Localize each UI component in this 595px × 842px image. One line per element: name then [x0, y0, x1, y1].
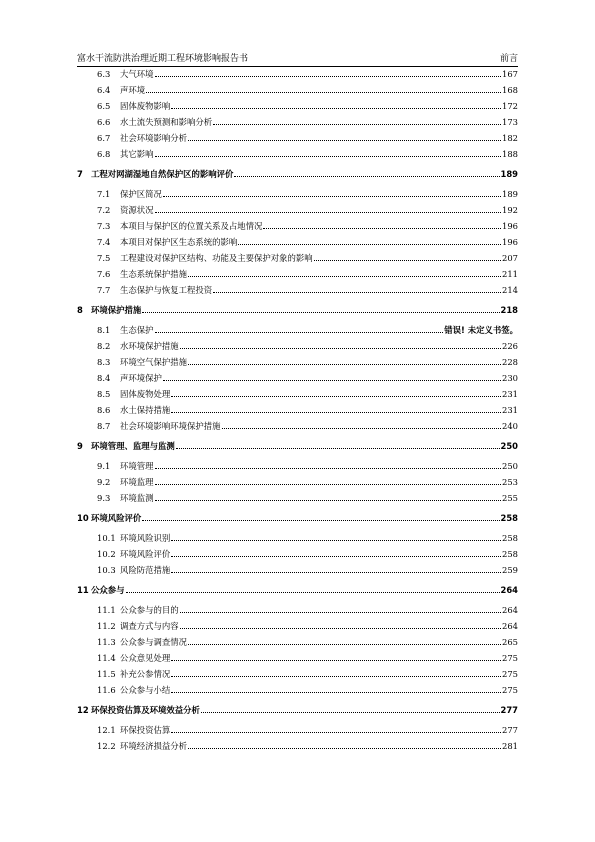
toc-chapter-entry[interactable] [77, 304, 518, 320]
toc-entry-page: 250 [502, 461, 518, 471]
toc-leader-dots [171, 659, 501, 661]
toc-entry-number: 7.3 [97, 221, 111, 231]
toc-entry-number: 6.3 [97, 69, 111, 79]
toc-leader-dots [171, 691, 501, 693]
toc-leader-dots [163, 379, 501, 381]
toc-entry-title: 环境空气保护措施 [120, 357, 187, 367]
toc-entry-number: 8.2 [97, 341, 111, 351]
toc-entry-number: 9.3 [97, 493, 111, 503]
toc-leader-dots [155, 499, 502, 501]
toc-entry-title: 水环境保护措施 [120, 341, 179, 351]
toc-leader-dots [142, 519, 499, 521]
toc-section-entry[interactable] [77, 724, 518, 740]
toc-entry-title: 环境风险评价 [91, 513, 142, 523]
toc-entry-page: 275 [502, 653, 518, 663]
toc-section-entry[interactable] [77, 188, 518, 204]
toc-entry-page: 258 [502, 549, 518, 559]
toc-entry-number: 11 [77, 585, 89, 595]
toc-entry-page: 189 [500, 169, 518, 179]
toc-entry-title: 环境管理、监理与监测 [91, 441, 175, 451]
toc-section-entry[interactable] [77, 420, 518, 436]
toc-leader-dots [171, 395, 501, 397]
toc-entry-number: 6.5 [97, 101, 111, 111]
toc-section-entry[interactable] [77, 268, 518, 284]
toc-section-entry[interactable] [77, 284, 518, 300]
toc-leader-dots [213, 123, 501, 125]
toc-entry-number: 8.3 [97, 357, 111, 367]
toc-entry-page: 167 [502, 69, 518, 79]
toc-section-entry[interactable] [77, 220, 518, 236]
page-header [77, 52, 518, 67]
toc-entry-number: 10.1 [97, 533, 116, 543]
toc-leader-dots [176, 447, 500, 449]
toc-entry-title: 生态保护 [120, 325, 154, 335]
toc-entry-page: 258 [502, 533, 518, 543]
toc-entry-number: 9.2 [97, 477, 111, 487]
toc-section-entry[interactable] [77, 252, 518, 268]
toc-leader-dots [171, 411, 501, 413]
toc-entry-page: 275 [502, 685, 518, 695]
toc-entry-number: 11.2 [97, 621, 116, 631]
toc-section-entry[interactable] [77, 564, 518, 580]
toc-chapter-entry[interactable] [77, 168, 518, 184]
toc-section-entry[interactable] [77, 740, 518, 756]
toc-entry-page: 253 [502, 477, 518, 487]
toc-entry-page: 196 [502, 221, 518, 231]
toc-entry-page: 211 [502, 269, 518, 279]
toc-entry-title: 环境监测 [120, 493, 154, 503]
toc-entry-page: 259 [502, 565, 518, 575]
toc-entry-number: 7 [77, 169, 83, 179]
toc-section-entry[interactable] [77, 236, 518, 252]
toc-section-entry[interactable] [77, 668, 518, 684]
toc-entry-number: 9 [77, 441, 83, 451]
toc-entry-number: 11.6 [97, 685, 116, 695]
toc-entry-title: 水土流失预测和影响分析 [120, 117, 213, 127]
toc-entry-title: 保护区简况 [120, 189, 162, 199]
toc-entry-number: 6.7 [97, 133, 111, 143]
toc-leader-dots [238, 243, 501, 245]
toc-chapter-entry[interactable] [77, 440, 518, 456]
toc-leader-dots [146, 91, 501, 93]
toc-entry-title: 环保投资估算 [120, 725, 171, 735]
toc-leader-dots [171, 107, 501, 109]
toc-section-entry[interactable] [77, 492, 518, 508]
toc-entry-title: 社会环境影响环境保护措施 [120, 421, 221, 431]
toc-entry-number: 11.3 [97, 637, 116, 647]
toc-entry-title: 水土保持措施 [120, 405, 171, 415]
toc-entry-page: 264 [502, 605, 518, 615]
toc-leader-dots [155, 155, 502, 157]
toc-entry-page: 231 [502, 389, 518, 399]
toc-entry-number: 7.6 [97, 269, 111, 279]
toc-section-entry[interactable] [77, 620, 518, 636]
toc-entry-title: 环保投资估算及环境效益分析 [91, 705, 200, 715]
toc-section-entry[interactable] [77, 476, 518, 492]
toc-entry-page: 192 [502, 205, 518, 215]
toc-entry-page: 173 [502, 117, 518, 127]
toc-entry-page: 277 [502, 725, 518, 735]
toc-entry-number: 10.3 [97, 565, 116, 575]
toc-section-entry[interactable] [77, 68, 518, 84]
toc-entry-page: 172 [502, 101, 518, 111]
toc-leader-dots [171, 539, 501, 541]
toc-entry-title: 环境经济损益分析 [120, 741, 187, 751]
toc-entry-page: 264 [502, 621, 518, 631]
toc-entry-title: 其它影响 [120, 149, 154, 159]
toc-section-entry[interactable] [77, 116, 518, 132]
toc-entry-title: 公众参与的目的 [120, 605, 179, 615]
toc-entry-page: 281 [502, 741, 518, 751]
toc-entry-page: 228 [502, 357, 518, 367]
toc-entry-number: 7.5 [97, 253, 111, 263]
toc-entry-page: 168 [502, 85, 518, 95]
toc-entry-number: 8.5 [97, 389, 111, 399]
toc-entry-page: 231 [502, 405, 518, 415]
toc-entry-page: 264 [500, 585, 518, 595]
toc-chapter-entry[interactable] [77, 584, 518, 600]
toc-section-entry[interactable] [77, 604, 518, 620]
toc-entry-page: 218 [500, 305, 518, 315]
document-title: 富水干流防洪治理近期工程环境影响报告书 [77, 54, 249, 64]
toc-entry-page: 189 [502, 189, 518, 199]
toc-entry-number: 11.4 [97, 653, 116, 663]
toc-entry-title: 公众意见处理 [120, 653, 171, 663]
toc-section-entry[interactable] [77, 324, 518, 340]
toc-entry-number: 8.7 [97, 421, 111, 431]
toc-section-entry[interactable] [77, 636, 518, 652]
toc-entry-number: 7.2 [97, 205, 111, 215]
toc-entry-page: 250 [500, 441, 518, 451]
toc-leader-dots [142, 311, 499, 313]
toc-leader-dots [180, 627, 501, 629]
toc-section-entry[interactable] [77, 652, 518, 668]
toc-leader-dots [222, 427, 502, 429]
toc-entry-title: 大气环境 [120, 69, 154, 79]
toc-leader-dots [155, 467, 502, 469]
toc-leader-dots [188, 139, 501, 141]
toc-leader-dots [234, 175, 499, 177]
toc-leader-dots [163, 195, 501, 197]
toc-entry-title: 固体废物处理 [120, 389, 171, 399]
toc-entry-page: 275 [502, 669, 518, 679]
toc-entry-title: 生态系统保护措施 [120, 269, 187, 279]
toc-entry-number: 6.4 [97, 85, 111, 95]
toc-entry-title: 调查方式与内容 [120, 621, 179, 631]
toc-entry-page: 182 [502, 133, 518, 143]
toc-section-entry[interactable] [77, 204, 518, 220]
toc-section-entry[interactable] [77, 460, 518, 476]
toc-entry-page: 255 [502, 493, 518, 503]
toc-section-entry[interactable] [77, 372, 518, 388]
toc-entry-title: 声环境 [120, 85, 146, 95]
toc-leader-dots [180, 347, 501, 349]
toc-leader-dots [188, 643, 501, 645]
toc-entry-title: 生态保护与恢复工程投资 [120, 285, 213, 295]
toc-leader-dots [155, 331, 444, 333]
toc-section-entry[interactable] [77, 340, 518, 356]
toc-entry-number: 10.2 [97, 549, 116, 559]
toc-entry-number: 8.1 [97, 325, 111, 335]
toc-leader-dots [171, 731, 501, 733]
toc-entry-page: 207 [502, 253, 518, 263]
toc-section-entry[interactable] [77, 356, 518, 372]
toc-entry-number: 12.2 [97, 741, 116, 751]
toc-entry-title: 环境风险识别 [120, 533, 171, 543]
toc-leader-dots [188, 275, 501, 277]
toc-entry-title: 声环境保护 [120, 373, 162, 383]
toc-entry-page: 277 [500, 705, 518, 715]
toc-leader-dots [171, 571, 501, 573]
toc-entry-title: 本项目对保护区生态系统的影响 [120, 237, 238, 247]
toc-leader-dots [155, 75, 502, 77]
toc-entry-title: 资源状况 [120, 205, 154, 215]
toc-entry-title: 环境风险评价 [120, 549, 171, 559]
toc-entry-title: 环境保护措施 [91, 305, 142, 315]
toc-section-entry[interactable] [77, 684, 518, 700]
toc-entry-number: 6.6 [97, 117, 111, 127]
toc-chapter-entry[interactable] [77, 704, 518, 720]
toc-entry-number: 7.7 [97, 285, 111, 295]
toc-entry-page: 265 [502, 637, 518, 647]
toc-entry-number: 8 [77, 305, 83, 315]
toc-entry-number: 11.1 [97, 605, 116, 615]
toc-leader-dots [171, 675, 501, 677]
toc-entry-title: 社会环境影响分析 [120, 133, 187, 143]
toc-leader-dots [155, 211, 502, 213]
toc-entry-title: 环境管理 [120, 461, 154, 471]
toc-entry-title: 环境监理 [120, 477, 154, 487]
toc-entry-number: 9.1 [97, 461, 111, 471]
toc-section-entry[interactable] [77, 388, 518, 404]
toc-leader-dots [155, 483, 502, 485]
toc-entry-title: 固体废物影响 [120, 101, 171, 111]
toc-entry-page: 错误! 未定义书签。 [444, 325, 518, 335]
toc-entry-title: 公众参与调查情况 [120, 637, 187, 647]
toc-section-entry[interactable] [77, 132, 518, 148]
toc-entry-number: 12 [77, 705, 89, 715]
toc-entry-number: 7.1 [97, 189, 111, 199]
toc-entry-page: 226 [502, 341, 518, 351]
toc-section-entry[interactable] [77, 84, 518, 100]
toc-section-entry[interactable] [77, 532, 518, 548]
toc-section-entry[interactable] [77, 404, 518, 420]
toc-leader-dots [201, 711, 500, 713]
toc-entry-number: 8.4 [97, 373, 111, 383]
toc-leader-dots [263, 227, 501, 229]
toc-entry-page: 240 [502, 421, 518, 431]
toc-entry-title: 公众参与 [91, 585, 125, 595]
toc-entry-title: 公众参与小结 [120, 685, 171, 695]
toc-entry-number: 6.8 [97, 149, 111, 159]
toc-leader-dots [188, 747, 501, 749]
toc-entry-page: 214 [502, 285, 518, 295]
toc-entry-title: 工程建设对保护区结构、功能及主要保护对象的影响 [120, 253, 313, 263]
toc-leader-dots [188, 363, 501, 365]
toc-entry-number: 8.6 [97, 405, 111, 415]
toc-leader-dots [314, 259, 501, 261]
toc-entry-page: 230 [502, 373, 518, 383]
toc-entry-title: 本项目与保护区的位置关系及占地情况 [120, 221, 263, 231]
toc-leader-dots [171, 555, 501, 557]
toc-entry-title: 工程对网湖湿地自然保护区的影响评价 [91, 169, 234, 179]
toc-section-entry[interactable] [77, 548, 518, 564]
toc-entry-number: 11.5 [97, 669, 116, 679]
toc-leader-dots [126, 591, 500, 593]
toc-entry-title: 风险防范措施 [120, 565, 171, 575]
toc-entry-number: 7.4 [97, 237, 111, 247]
toc-entry-number: 10 [77, 513, 89, 523]
toc-leader-dots [213, 291, 501, 293]
toc-entry-page: 258 [500, 513, 518, 523]
toc-section-entry[interactable] [77, 100, 518, 116]
toc-entry-page: 188 [502, 149, 518, 159]
section-label: 前言 [499, 54, 518, 64]
toc-section-entry[interactable] [77, 148, 518, 164]
toc-entry-page: 196 [502, 237, 518, 247]
toc-entry-title: 补充公参情况 [120, 669, 171, 679]
table-of-contents [77, 68, 518, 756]
toc-leader-dots [180, 611, 501, 613]
toc-entry-number: 12.1 [97, 725, 116, 735]
toc-chapter-entry[interactable] [77, 512, 518, 528]
